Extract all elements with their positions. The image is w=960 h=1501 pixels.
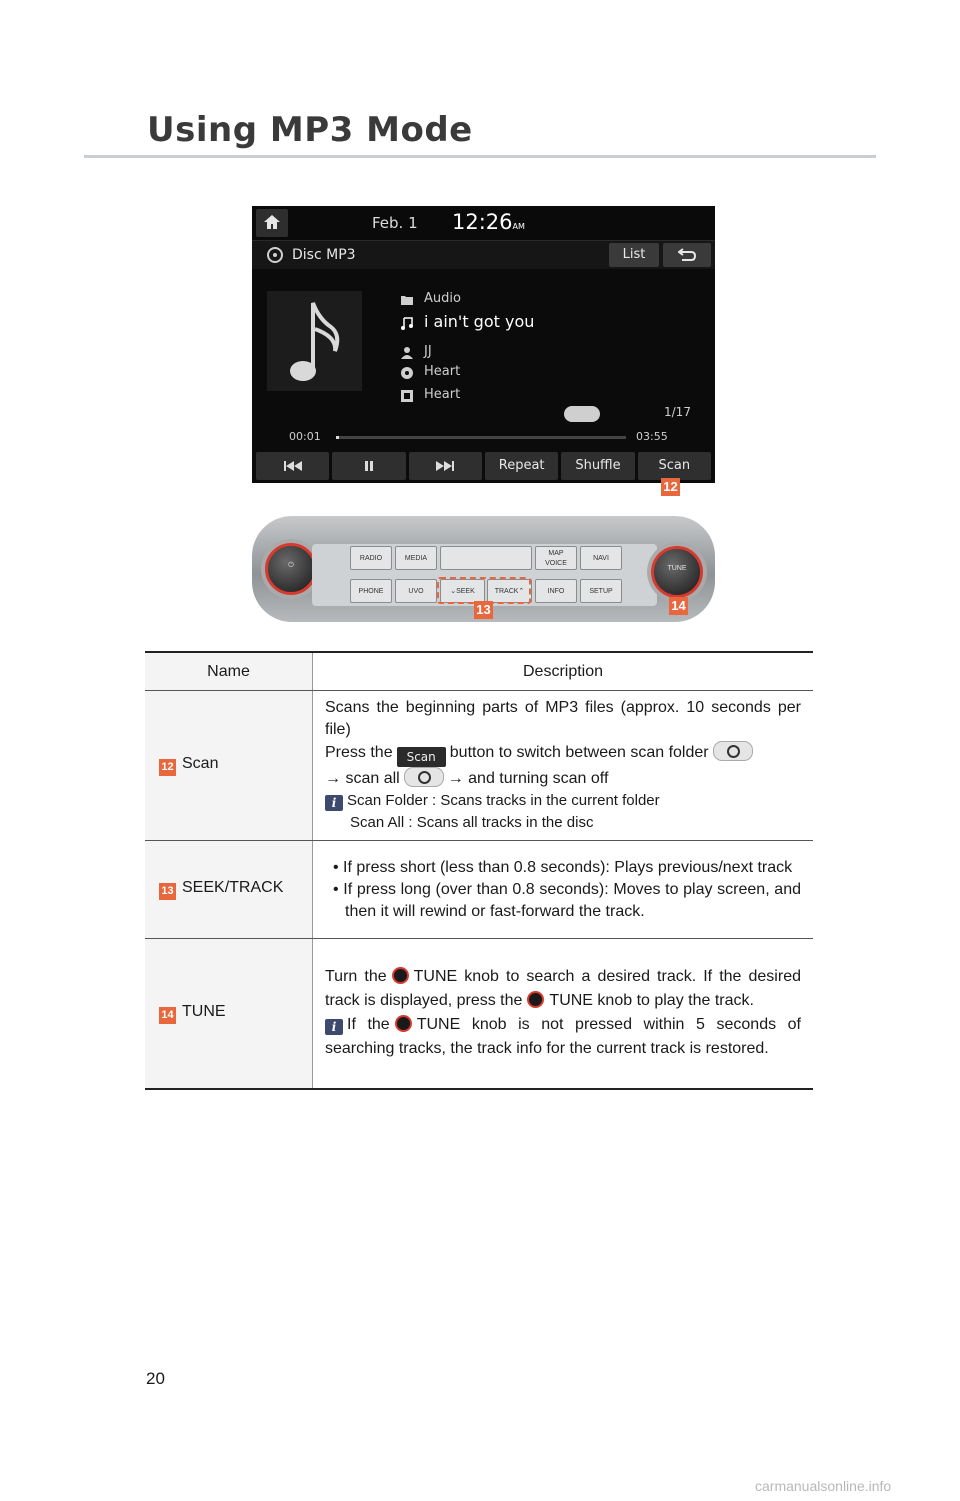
scan-folder-icon — [713, 741, 753, 761]
pause-icon — [363, 460, 375, 472]
scan-button-icon: Scan — [397, 747, 446, 767]
media-button[interactable]: MEDIA — [395, 546, 437, 570]
control-bar — [252, 452, 715, 483]
navi-button[interactable]: NAVI — [580, 546, 622, 570]
repeat-button[interactable]: Repeat — [485, 452, 558, 480]
row-desc-seek-track: • If press short (less than 0.8 seconds): Plays previous/next track • If press long (over than 0.8 seconds): Moves to play screen, and then it will rewind or fast-forward the track. — [313, 841, 814, 939]
row-name-tune: 14 TUNE — [145, 939, 313, 1089]
next-button[interactable] — [409, 452, 482, 480]
album-disc-icon — [400, 366, 414, 380]
disc-icon — [267, 247, 283, 263]
status-bar — [252, 206, 715, 241]
track-count: 1/17 — [664, 405, 691, 419]
table-header — [145, 652, 813, 691]
header-description: Description — [313, 652, 814, 691]
watermark: carmanualsonline.info — [755, 1478, 892, 1494]
repeat-status-icon — [564, 406, 600, 422]
note-icon — [400, 316, 414, 330]
previous-button[interactable] — [256, 452, 329, 480]
home-button[interactable] — [256, 209, 288, 237]
header-name: Name — [145, 652, 313, 691]
info-icon: i — [325, 795, 343, 811]
tune-knob-label: TUNE — [667, 565, 687, 572]
map-voice-button[interactable]: MAP VOICE — [535, 546, 577, 570]
chevron-down-icon: ⌄ — [450, 588, 457, 595]
radio-button[interactable]: RADIO — [350, 546, 392, 570]
progress-fill — [336, 436, 339, 439]
table-row — [145, 691, 813, 841]
back-button[interactable] — [663, 243, 711, 267]
back-arrow-icon — [678, 248, 696, 262]
scan-button[interactable]: Scan — [638, 452, 711, 480]
tune-knob-icon — [392, 967, 409, 984]
pause-button[interactable] — [332, 452, 405, 480]
callout-12: 12 — [661, 478, 680, 496]
tune-knob-icon — [527, 991, 544, 1008]
chevron-up-icon: ⌃ — [518, 588, 525, 595]
phone-button[interactable]: PHONE — [350, 579, 392, 603]
next-icon — [435, 460, 455, 472]
row-desc-tune: Turn the TUNE knob to search a desired track. If the desired track is displayed, press the TUNE knob to play the track. i If the TUNE knob is not pressed within 5 seconds of searching tracks, the track info for the current track is restored. — [313, 939, 814, 1089]
time-current: 00:01 — [289, 430, 321, 443]
number-badge: 13 — [159, 883, 176, 900]
row-name-scan: 12 Scan — [145, 691, 313, 841]
artist-icon — [400, 346, 414, 360]
track-button[interactable]: TRACK⌃ — [487, 579, 532, 603]
row-desc-scan: Scans the beginning parts of MP3 files (approx. 10 seconds per file) Press the Scan button to switch between scan folder → scan all → and turning scan off i Scan Folder : Scans tracks in the current folder Scan All : Scans all tracks in the disc — [313, 691, 814, 841]
title-rule — [84, 155, 876, 158]
shuffle-button[interactable]: Shuffle — [561, 452, 634, 480]
seek-track-highlight — [437, 577, 531, 604]
scan-all-icon — [404, 767, 444, 787]
tune-knob-icon — [395, 1015, 412, 1032]
page-number: 20 — [146, 1369, 165, 1388]
seek-button[interactable]: ⌄SEEK — [440, 579, 485, 603]
previous-icon — [283, 460, 303, 472]
callout-13: 13 — [474, 601, 493, 619]
info-button[interactable]: INFO — [535, 579, 577, 603]
logo-panel — [440, 546, 532, 570]
music-note-icon — [289, 301, 341, 383]
number-badge: 12 — [159, 759, 176, 776]
description-table — [145, 651, 813, 1090]
info-icon: i — [325, 1019, 343, 1035]
home-icon — [263, 214, 281, 230]
number-badge: 14 — [159, 1007, 176, 1024]
page-title: Using MP3 Mode — [147, 110, 473, 150]
date-display: Feb. 1 — [372, 214, 418, 232]
setup-button[interactable]: SETUP — [580, 579, 622, 603]
source-bar — [252, 241, 715, 269]
table-row — [145, 841, 813, 939]
album-art — [267, 291, 362, 391]
table-row — [145, 939, 813, 1089]
row-name-seek-track: 13 SEEK/TRACK — [145, 841, 313, 939]
uvo-button[interactable]: UVO — [395, 579, 437, 603]
list-button[interactable]: List — [609, 243, 659, 267]
power-icon: ⏻ — [288, 562, 294, 569]
album-art-icon — [400, 389, 414, 403]
power-volume-knob[interactable] — [265, 543, 317, 595]
folder-icon — [400, 293, 414, 307]
time-total: 03:55 — [636, 430, 668, 443]
progress-bar[interactable] — [336, 436, 626, 439]
clock-display: 12:26AM — [452, 210, 525, 234]
source-name: Disc MP3 — [292, 247, 356, 263]
callout-14: 14 — [669, 597, 688, 615]
tune-knob[interactable] — [651, 546, 703, 598]
head-unit-screen: Feb. 1 12:26AM Disc MP3 List Audio i ain't got you JJ Heart Heart 1/17 00:01 03:55 Repeat Shuffle Scan — [252, 206, 715, 483]
